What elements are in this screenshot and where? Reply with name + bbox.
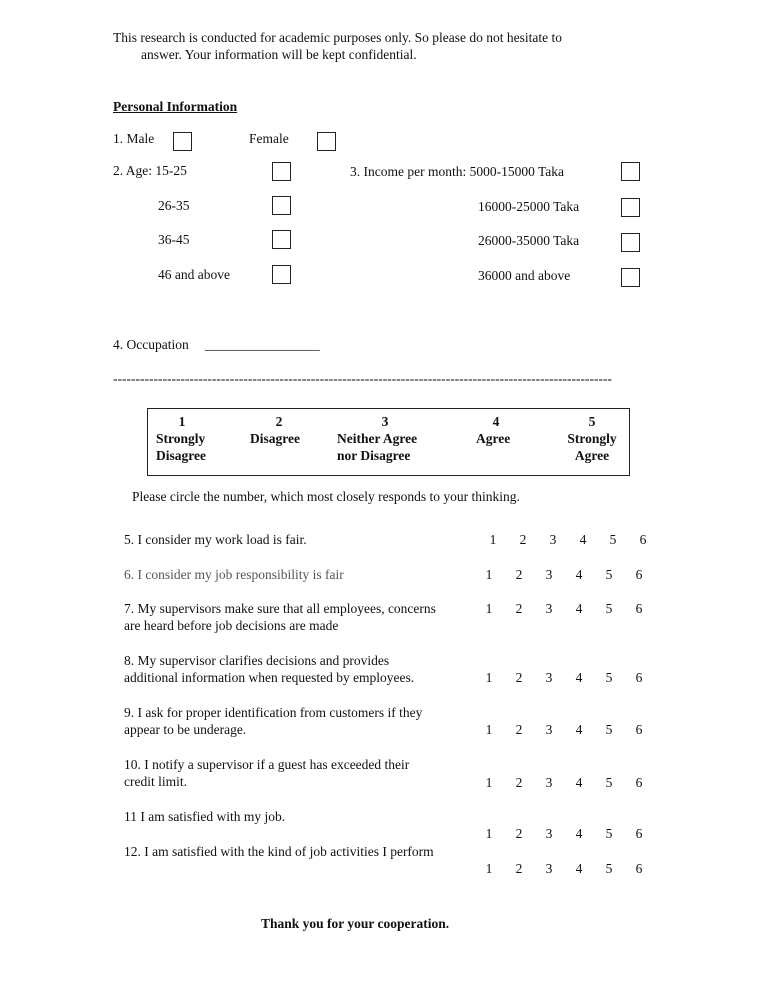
rating-option-4[interactable]: 4 (575, 670, 583, 685)
rating-option-5[interactable]: 5 (605, 775, 613, 790)
scale-item-4 (476, 413, 520, 447)
scale-number: 1 (178, 414, 186, 429)
income-16000-25000-checkbox[interactable] (621, 198, 640, 217)
intro-line-2: answer. Your information will be kept confidential. (141, 47, 417, 62)
rating-option-2[interactable]: 2 (515, 670, 523, 685)
rating-option-4[interactable]: 4 (579, 532, 587, 547)
scale-label-line2: Agree (574, 448, 610, 463)
rating-option-3[interactable]: 3 (545, 567, 553, 582)
rating-option-5[interactable]: 5 (605, 601, 613, 616)
scale-number: 5 (588, 414, 596, 429)
rating-option-5[interactable]: 5 (609, 532, 617, 547)
income-26000-35000-checkbox[interactable] (621, 233, 640, 252)
rating-option-6[interactable]: 6 (635, 722, 643, 737)
age-26-35-checkbox[interactable] (272, 196, 291, 215)
rating-option-3[interactable]: 3 (545, 826, 553, 841)
question-text-line1: 9. I ask for proper identification from customers if they (124, 705, 423, 720)
scale-label-line1: Strongly (567, 431, 617, 446)
intro-line-1: This research is conducted for academic purposes only. So please do not hesitate to (113, 30, 562, 45)
section-divider: --------------------------------------------------------------------------------------------------------------- (113, 371, 613, 386)
scale-label-line1: Neither Agree (337, 431, 418, 446)
rating-option-5[interactable]: 5 (605, 826, 613, 841)
scale-item-5 (562, 413, 622, 464)
rating-option-3[interactable]: 3 (545, 722, 553, 737)
question-text-line1: 8. My supervisor clarifies decisions and provides (124, 653, 390, 668)
rating-option-4[interactable]: 4 (575, 601, 583, 616)
occupation-label: 4. Occupation (113, 337, 189, 352)
rating-option-3[interactable]: 3 (545, 601, 553, 616)
scale-label-line1: Strongly (156, 431, 206, 446)
rating-option-6[interactable]: 6 (635, 567, 643, 582)
gender-male-checkbox[interactable] (173, 132, 192, 151)
income-label: 3. Income per month: 5000-15000 Taka (350, 164, 565, 179)
scale-number: 2 (275, 414, 283, 429)
rating-option-1[interactable]: 1 (485, 775, 493, 790)
rating-option-5[interactable]: 5 (605, 670, 613, 685)
scale-item-3 (337, 413, 437, 464)
rating-option-6[interactable]: 6 (635, 826, 643, 841)
question-text-line1: 12. I am satisfied with the kind of job activities I perform (124, 844, 434, 859)
rating-option-6[interactable]: 6 (635, 861, 643, 876)
gender-male-label: 1. Male (113, 131, 155, 146)
rating-option-6[interactable]: 6 (635, 670, 643, 685)
age-36-45-checkbox[interactable] (272, 230, 291, 249)
rating-option-2[interactable]: 2 (515, 722, 523, 737)
scale-label-line1: Disagree (250, 431, 300, 446)
personal-info-heading: Personal Information (113, 99, 238, 114)
age-option-36-45: 36-45 (158, 232, 190, 247)
rating-option-3[interactable]: 3 (545, 861, 553, 876)
income-option-16000-25000: 16000-25000 Taka (478, 199, 580, 214)
occupation-blank[interactable]: _________________ (205, 337, 320, 352)
rating-option-2[interactable]: 2 (515, 567, 523, 582)
rating-option-4[interactable]: 4 (575, 567, 583, 582)
rating-option-1[interactable]: 1 (485, 601, 493, 616)
scale-label-line2: nor Disagree (337, 448, 411, 463)
rating-option-6[interactable]: 6 (635, 601, 643, 616)
gender-female-checkbox[interactable] (317, 132, 336, 151)
rating-option-2[interactable]: 2 (515, 775, 523, 790)
rating-option-4[interactable]: 4 (575, 722, 583, 737)
scale-item-1 (156, 413, 216, 464)
scale-item-2 (250, 413, 310, 447)
gender-female-label: Female (249, 131, 289, 146)
rating-option-6[interactable]: 6 (635, 775, 643, 790)
rating-option-4[interactable]: 4 (575, 861, 583, 876)
rating-option-2[interactable]: 2 (515, 601, 523, 616)
question-text-line1: 5. I consider my work load is fair. (124, 532, 307, 547)
scale-label-line1: Agree (476, 431, 511, 446)
age-15-25-checkbox[interactable] (272, 162, 291, 181)
question-text-line2: additional information when requested by employees. (124, 670, 415, 685)
scale-number: 3 (381, 414, 389, 429)
question-text-line1: 11 I am satisfied with my job. (124, 809, 286, 824)
question-text-line2: appear to be underage. (124, 722, 247, 737)
income-5000-15000-checkbox[interactable] (621, 162, 640, 181)
question-text-line2: credit limit. (124, 774, 187, 789)
rating-option-1[interactable]: 1 (485, 722, 493, 737)
rating-option-1[interactable]: 1 (485, 826, 493, 841)
question-text-line1: 6. I consider my job responsibility is fair (124, 567, 344, 582)
scale-number: 4 (492, 414, 500, 429)
income-36000-above-checkbox[interactable] (621, 268, 640, 287)
question-text-line1: 10. I notify a supervisor if a guest has exceeded their (124, 757, 410, 772)
rating-option-4[interactable]: 4 (575, 826, 583, 841)
income-option-36000-above: 36000 and above (478, 268, 571, 283)
rating-option-1[interactable]: 1 (489, 532, 497, 547)
age-label: 2. Age: 15-25 (113, 163, 187, 178)
income-option-26000-35000: 26000-35000 Taka (478, 233, 580, 248)
rating-option-6[interactable]: 6 (639, 532, 647, 547)
scale-legend (147, 408, 630, 476)
age-option-46-above: 46 and above (158, 267, 230, 282)
rating-option-1[interactable]: 1 (485, 861, 493, 876)
rating-option-2[interactable]: 2 (515, 826, 523, 841)
instruction-text: Please circle the number, which most closely responds to your thinking. (132, 489, 520, 504)
rating-option-4[interactable]: 4 (575, 775, 583, 790)
rating-option-3[interactable]: 3 (545, 775, 553, 790)
rating-option-2[interactable]: 2 (519, 532, 527, 547)
rating-option-1[interactable]: 1 (485, 670, 493, 685)
rating-option-3[interactable]: 3 (549, 532, 557, 547)
scale-label-line2: Disagree (156, 448, 206, 463)
question-text-line1: 7. My supervisors make sure that all employees, concerns (124, 601, 436, 616)
rating-option-5[interactable]: 5 (605, 861, 613, 876)
age-option-26-35: 26-35 (158, 198, 190, 213)
rating-option-1[interactable]: 1 (485, 567, 493, 582)
rating-option-3[interactable]: 3 (545, 670, 553, 685)
rating-option-5[interactable]: 5 (605, 722, 613, 737)
age-46-above-checkbox[interactable] (272, 265, 291, 284)
thank-you-text: Thank you for your cooperation. (261, 916, 450, 931)
rating-option-2[interactable]: 2 (515, 861, 523, 876)
question-text-line2: are heard before job decisions are made (124, 618, 339, 633)
rating-option-5[interactable]: 5 (605, 567, 613, 582)
